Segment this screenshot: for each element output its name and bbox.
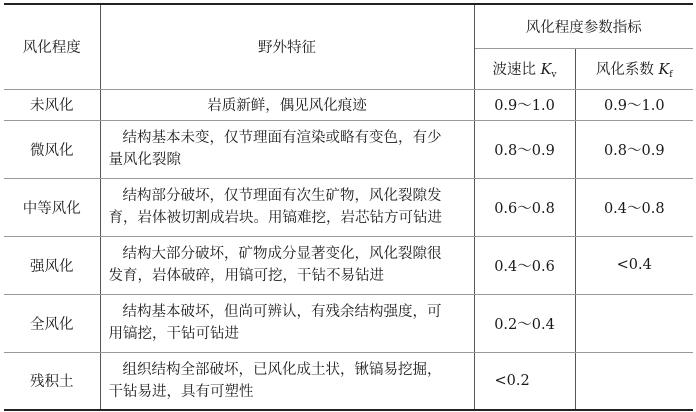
features-line: 结构部分破坏，仅节理面有次生矿物，风化裂隙发: [122, 188, 442, 204]
table-row: [4, 236, 693, 294]
features-cell: [100, 236, 474, 294]
features-cell: [100, 120, 474, 178]
features-line: 用镐挖，干钻可钻进: [108, 326, 239, 342]
params-group-header: 风化程度参数指标: [474, 4, 693, 48]
features-header: 野外特征: [100, 4, 474, 89]
features-cell: [100, 352, 474, 410]
kv-subscript: v: [551, 69, 557, 80]
table-row: [4, 352, 693, 410]
features-line: 组织结构全部破坏，已风化成土状，锹镐易挖掘，: [122, 361, 442, 378]
features-line: 育，岩体被切割成岩块。用镐难挖，岩芯钻方可钻进: [108, 210, 442, 226]
grade-header: 风化程度: [4, 4, 100, 89]
kf-cell: 0.4～0.8: [575, 178, 693, 236]
grade-cell: 残积土: [4, 352, 100, 410]
kf-label: 风化系数: [595, 61, 654, 78]
kf-cell: [575, 294, 693, 352]
grade-cell: 强风化: [4, 236, 100, 294]
features-line: 结构大部分破坏，矿物成分显著变化，风化裂隙很: [122, 246, 442, 262]
kv-cell: 0.9～1.0: [474, 89, 575, 120]
features-line: 结构基本破坏，但尚可辨认，有残余结构强度，可: [122, 304, 442, 320]
features-line: 结构基本未变，仅节理面有渲染或略有变色，有少: [122, 130, 442, 146]
header-row: [4, 4, 693, 48]
kv-cell: 0.6～0.8: [474, 178, 575, 236]
kv-cell: 0.2～0.4: [474, 294, 575, 352]
grade-cell: 未风化: [4, 89, 100, 120]
features-cell: [100, 178, 474, 236]
features-cell: [100, 294, 474, 352]
table-row: [4, 178, 693, 236]
kv-symbol: K: [540, 61, 552, 78]
kf-subscript: f: [669, 69, 673, 80]
table-row: [4, 294, 693, 352]
kv-header: [474, 48, 575, 89]
kf-cell: <0.4: [575, 236, 693, 294]
kf-cell: [575, 352, 693, 410]
features-line: 发育，岩体破碎，用镐可挖，干钻不易钻进: [108, 268, 384, 284]
kf-symbol: K: [658, 61, 670, 78]
weathering-table: [4, 3, 693, 411]
kv-cell: <0.2: [474, 352, 575, 410]
grade-cell: 中等风化: [4, 178, 100, 236]
grade-cell: 全风化: [4, 294, 100, 352]
table-row: [4, 120, 693, 178]
features-line: 岩质新鲜，偶见风化痕迹: [207, 98, 367, 114]
kv-cell: 0.8～0.9: [474, 120, 575, 178]
kf-header: [575, 48, 693, 89]
features-cell: [100, 89, 474, 120]
table-row: [4, 89, 693, 120]
kf-cell: 0.8～0.9: [575, 120, 693, 178]
grade-cell: 微风化: [4, 120, 100, 178]
features-line: 量风化裂隙: [108, 152, 181, 168]
kv-label: 波速比: [492, 61, 536, 78]
kf-cell: 0.9～1.0: [575, 89, 693, 120]
features-line: 干钻易进，具有可塑性: [108, 383, 254, 400]
kv-cell: 0.4～0.6: [474, 236, 575, 294]
